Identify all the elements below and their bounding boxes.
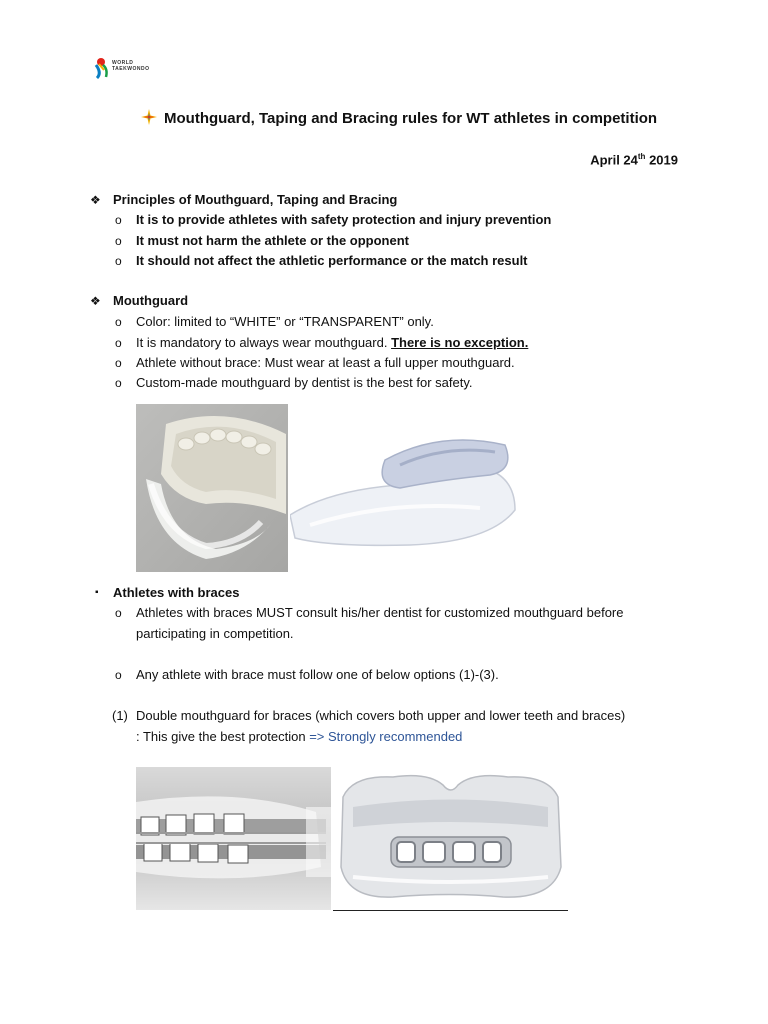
custom-mouthguard-photo: [136, 404, 288, 572]
mouthguard-heading: Mouthguard: [113, 293, 189, 308]
diamond-bullet-icon: ❖: [90, 294, 101, 308]
circle-bullet-icon: o: [115, 356, 122, 370]
braces-heading: Athletes with braces: [113, 585, 240, 600]
principles-heading: Principles of Mouthguard, Taping and Bracing: [113, 192, 398, 207]
option-text-continued: : This give the best protection => Strongly recommended: [136, 729, 463, 744]
mouthguard-item: Athlete without brace: Must wear at least a full upper mouthguard.: [136, 355, 515, 370]
braces-item: Athletes with braces MUST consult his/her dentist for customized mouthguard before: [136, 605, 624, 620]
circle-bullet-icon: o: [115, 234, 122, 248]
circle-bullet-icon: o: [115, 376, 122, 390]
circle-bullet-icon: o: [115, 315, 122, 329]
option-text: Double mouthguard for braces (which covers both upper and lower teeth and braces): [136, 708, 626, 723]
no-exception-emphasis: There is no exception.: [391, 335, 529, 350]
principle-item: It should not affect the athletic performance or the match result: [136, 253, 528, 268]
four-point-star-icon: [140, 108, 158, 126]
taekwondo-emblem-icon: [94, 55, 112, 79]
option-number: (1): [112, 708, 128, 723]
world-taekwondo-logo: [94, 55, 164, 81]
diamond-bullet-icon: ❖: [90, 193, 101, 207]
transparent-mouthguard-photo: [290, 430, 522, 550]
document-title: Mouthguard, Taping and Bracing rules for WT athletes in competition: [140, 108, 657, 127]
logo-text: WORLD TAEKWONDO: [112, 60, 150, 72]
mouthguard-item: Custom-made mouthguard by dentist is the best for safety.: [136, 375, 473, 390]
braces-item: Any athlete with brace must follow one of below options (1)-(3).: [136, 667, 499, 682]
circle-bullet-icon: o: [115, 254, 122, 268]
document-date: April 24th 2019: [590, 152, 678, 168]
principle-item: It is to provide athletes with safety protection and injury prevention: [136, 212, 552, 227]
mouthguard-item: It is mandatory to always wear mouthguard. There is no exception.: [136, 335, 529, 350]
double-mouthguard-front-photo: [333, 767, 568, 910]
braces-item-continued: participating in competition.: [136, 626, 294, 641]
circle-bullet-icon: o: [115, 213, 122, 227]
divider-line: [333, 910, 568, 911]
circle-bullet-icon: o: [115, 336, 122, 350]
square-bullet-icon: ▪: [95, 587, 99, 598]
strongly-recommended-label: => Strongly recommended: [309, 729, 463, 744]
mouthguard-item: Color: limited to “WHITE” or “TRANSPARENT” only.: [136, 314, 434, 329]
circle-bullet-icon: o: [115, 606, 122, 620]
principle-item: It must not harm the athlete or the opponent: [136, 233, 409, 248]
circle-bullet-icon: o: [115, 668, 122, 682]
braces-mouthguard-side-photo: [136, 767, 331, 910]
